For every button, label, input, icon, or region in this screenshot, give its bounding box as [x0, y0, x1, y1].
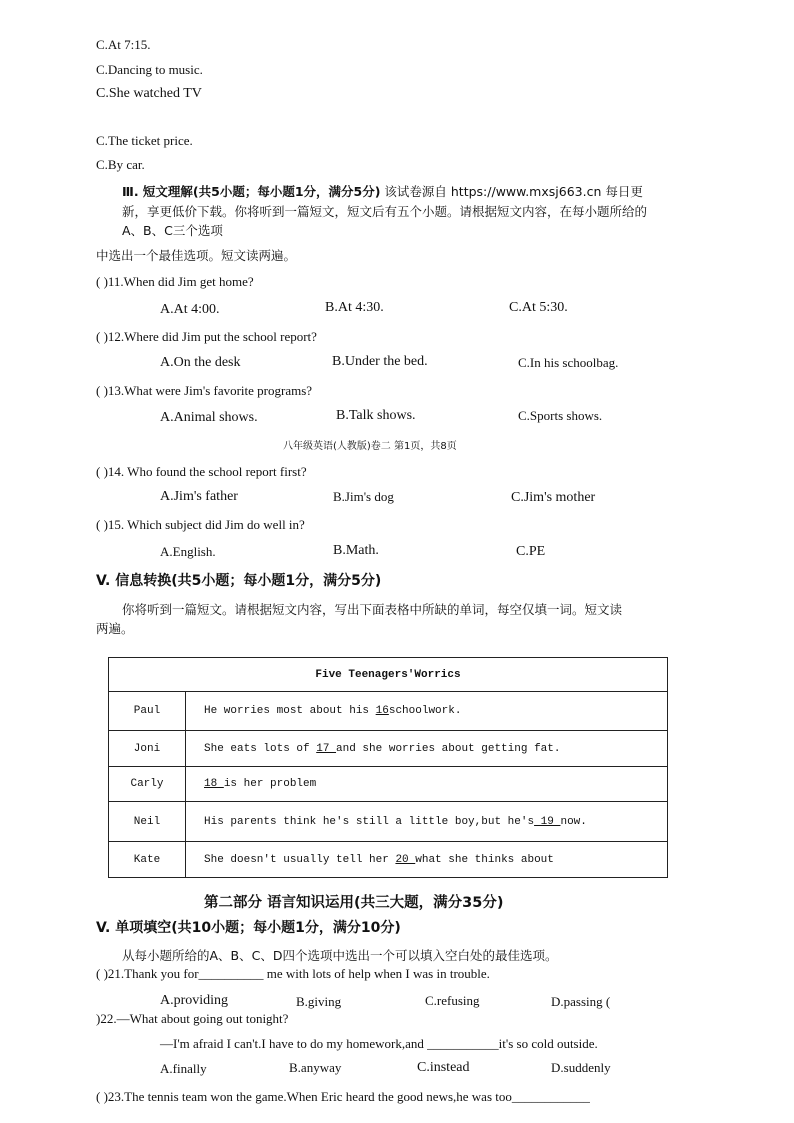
table-cell-sentence	[186, 767, 668, 802]
q12-option-c: C.In his schoolbag.	[518, 355, 619, 370]
table-cell-name: Joni	[109, 731, 186, 767]
q14-option-c: C.Jim's mother	[511, 490, 596, 505]
q12-option-a: A.On the desk	[160, 355, 241, 370]
sentence-text: He worries most about his	[204, 705, 376, 717]
sentence-text: She doesn't usually tell her	[204, 853, 396, 866]
q15-option-c: C.PE	[516, 544, 546, 559]
answer-blank-16[interactable]: 16	[375, 705, 389, 717]
single-choice-intro: 从每小题所给的A、B、C、D四个选项中选出一个可以填入空白处的最佳选项。	[122, 948, 558, 963]
table-title: Five Teenagers'Worrics	[109, 658, 668, 692]
option-c-dancing: C.Dancing to music.	[96, 62, 203, 77]
option-c-tv: C.She watched TV	[96, 86, 202, 101]
q23-stem: ( )23.The tennis team won the game.When Eric heard the good news,he was too____________	[96, 1089, 590, 1104]
table-row	[109, 802, 668, 842]
q15-option-a: A.English.	[160, 544, 216, 559]
sentence-text: now.	[560, 815, 587, 828]
q15-option-b: B.Math.	[333, 543, 379, 558]
single-choice-heading: V. 单项填空(共10小题；每小题1分，满分10分)	[96, 920, 401, 936]
sentence-text: is her problem	[223, 778, 317, 790]
q22-line2: —I'm afraid I can't.I have to do my homework,and ___________it's so cold outside.	[160, 1036, 598, 1051]
q22-option-d: D.suddenly	[551, 1060, 611, 1075]
q13-option-b: B.Talk shows.	[336, 408, 416, 423]
table-cell-sentence	[186, 842, 668, 878]
q22-option-b: B.anyway	[289, 1060, 342, 1075]
q21-option-d: D.passing (	[551, 994, 611, 1009]
answer-blank-20[interactable]: 20	[395, 853, 416, 866]
table-row	[109, 692, 668, 731]
sentence-text: what she thinks about	[415, 853, 554, 866]
option-c-car: C.By car.	[96, 157, 145, 172]
q12-stem: ( )12.Where did Jim put the school report?	[96, 329, 317, 344]
answer-blank-17[interactable]: 17	[316, 742, 337, 755]
table-cell-sentence	[186, 731, 668, 767]
q13-option-a: A.Animal shows.	[160, 410, 258, 425]
table-cell-name: Carly	[109, 767, 186, 802]
table-title-row	[109, 658, 668, 692]
part2-title: 第二部分 语言知识运用(共三大题，满分35分)	[204, 895, 504, 911]
section3-heading	[122, 182, 643, 200]
section3-line2: 新，享更低价下载。你将听到一篇短文，短文后有五个小题。请根据短文内容，在每小题所给的	[122, 204, 648, 219]
table-cell-name: Kate	[109, 842, 186, 878]
section5-intro1: 你将听到一篇短文。请根据短文内容，写出下面表格中所缺的单词，每空仅填一词。短文读	[122, 602, 623, 617]
section3-line4: 中选出一个最佳选项。短文读两遍。	[96, 248, 297, 263]
option-c-ticket: C.The ticket price.	[96, 133, 193, 148]
q21-option-b: B.giving	[296, 994, 342, 1009]
q11-option-a: A.At 4:00.	[160, 302, 220, 317]
section3-heading-rest: 该试卷源自 https://www.mxsj663.cn 每日更	[380, 184, 643, 199]
table-row	[109, 731, 668, 767]
q14-option-a: A.Jim's father	[160, 489, 238, 504]
q22-option-a: A.finally	[160, 1061, 207, 1076]
sentence-text: His parents think he's still a little boy,but he's	[204, 815, 535, 828]
q22-option-c: C.instead	[417, 1060, 470, 1075]
q13-stem: ( )13.What were Jim's favorite programs?	[96, 383, 313, 398]
table-cell-sentence	[186, 692, 668, 731]
page-footer: 八年级英语(人教版)卷二 第1页，共8页	[283, 441, 457, 452]
q11-option-c: C.At 5:30.	[509, 300, 568, 315]
section5-heading: V. 信息转换(共5小题；每小题1分，满分5分)	[96, 573, 382, 589]
q12-option-b: B.Under the bed.	[332, 354, 428, 369]
table-cell-name: Paul	[109, 692, 186, 731]
option-c-time: C.At 7:15.	[96, 37, 151, 52]
q21-stem: ( )21.Thank you for__________ me with lots of help when I was in trouble.	[96, 966, 490, 981]
table-row	[109, 767, 668, 802]
sentence-text: schoolwork.	[388, 705, 462, 717]
q21-option-a: A.providing	[160, 993, 229, 1008]
section3-line3: A、B、C三个选项	[122, 223, 223, 238]
answer-blank-18[interactable]: 18	[204, 778, 224, 790]
table-cell-name: Neil	[109, 802, 186, 842]
answer-blank-19[interactable]: 19	[534, 815, 561, 828]
q15-stem: ( )15. Which subject did Jim do well in?	[96, 517, 305, 532]
sentence-text: and she worries about getting fat.	[336, 742, 561, 755]
q13-option-c: C.Sports shows.	[518, 408, 603, 423]
q11-stem: ( )11.When did Jim get home?	[96, 274, 254, 289]
q22-stem: )22.—What about going out tonight?	[96, 1011, 289, 1026]
q21-option-c: C.refusing	[425, 993, 480, 1008]
table-row	[109, 842, 668, 878]
worries-table	[108, 657, 668, 878]
section5-intro2: 两遍。	[96, 621, 134, 636]
sentence-text: She eats lots of	[204, 742, 317, 755]
table-cell-sentence	[186, 802, 668, 842]
q11-option-b: B.At 4:30.	[325, 300, 384, 315]
q14-option-b: B.Jim's dog	[333, 489, 394, 504]
q14-stem: ( )14. Who found the school report first?	[96, 464, 307, 479]
section3-heading-bold: Ⅲ. 短文理解(共5小题；每小题1分，满分5分)	[122, 184, 381, 199]
